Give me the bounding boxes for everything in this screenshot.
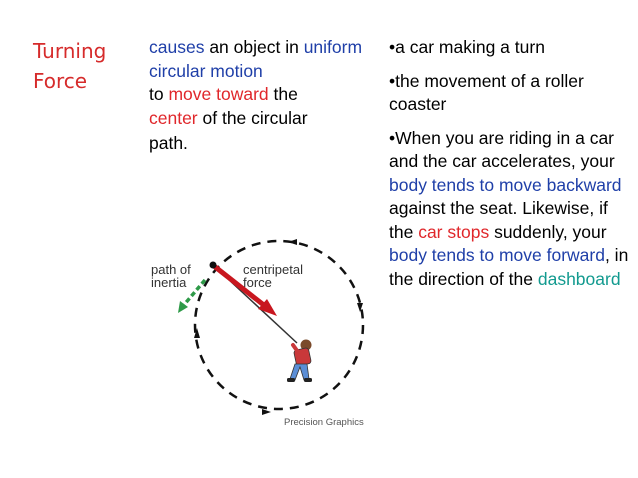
direction-arrow-bottom — [262, 409, 271, 415]
person-shoe-right — [304, 378, 312, 382]
label-inertia: inertia — [151, 275, 187, 290]
label-centripetal: centripetal — [243, 262, 303, 277]
term-body-tends-to-move-forward: body tends to move forward — [389, 245, 605, 265]
example-text: When you are riding in a car and the car accelerates, your — [389, 127, 615, 171]
example-text: against the seat. Likewise, if the — [389, 198, 608, 242]
definition-text — [149, 36, 371, 156]
definition-end: path. — [149, 133, 188, 153]
person-figure — [287, 340, 312, 383]
term-car-stops: car stops — [418, 221, 490, 242]
term-move-toward: move toward — [168, 84, 269, 104]
title-line-2: Force — [33, 69, 88, 93]
term-dashboard: dashboard — [537, 268, 621, 289]
definition-text-segment: to — [149, 84, 169, 104]
label-force: force — [243, 275, 272, 290]
term-causes: causes — [149, 37, 205, 57]
circular-motion-diagram — [147, 228, 375, 433]
example-roller-coaster — [389, 70, 629, 117]
example-text: the movement of a roller coaster — [389, 70, 584, 114]
label-path-of: path of — [151, 262, 191, 277]
examples-list — [389, 36, 629, 291]
bullet-dot: • — [389, 37, 396, 57]
term-body-tends-to-move: body tends to move — [389, 174, 542, 195]
bullet-dot: • — [389, 127, 396, 148]
term-uniform-circular-motion: uniform circular motion — [149, 37, 363, 81]
definition-text-segment: the — [268, 84, 298, 104]
definition-text-segment: of the circular — [197, 107, 308, 128]
term-backward: backward — [546, 174, 622, 195]
example-text: , in the direction of the — [389, 245, 629, 289]
inertia-arrowhead — [178, 301, 188, 313]
term-center: center — [149, 107, 198, 128]
image-credit: Precision Graphics — [284, 417, 364, 428]
person-pants — [290, 364, 309, 380]
swung-object — [210, 262, 217, 269]
example-text: a car making a turn — [395, 37, 545, 57]
slide-title — [33, 36, 133, 96]
person-shoe-left — [287, 378, 295, 382]
example-riding-car — [389, 127, 629, 292]
title-line-1: Turning — [33, 39, 107, 63]
direction-arrow-top — [288, 239, 297, 245]
example-text: suddenly, your — [489, 221, 607, 242]
bullet-dot: • — [389, 70, 396, 91]
definition-body — [149, 36, 371, 130]
example-car-turn — [389, 36, 629, 60]
person-arm — [293, 345, 298, 352]
definition-text-segment: an object in — [204, 37, 304, 57]
